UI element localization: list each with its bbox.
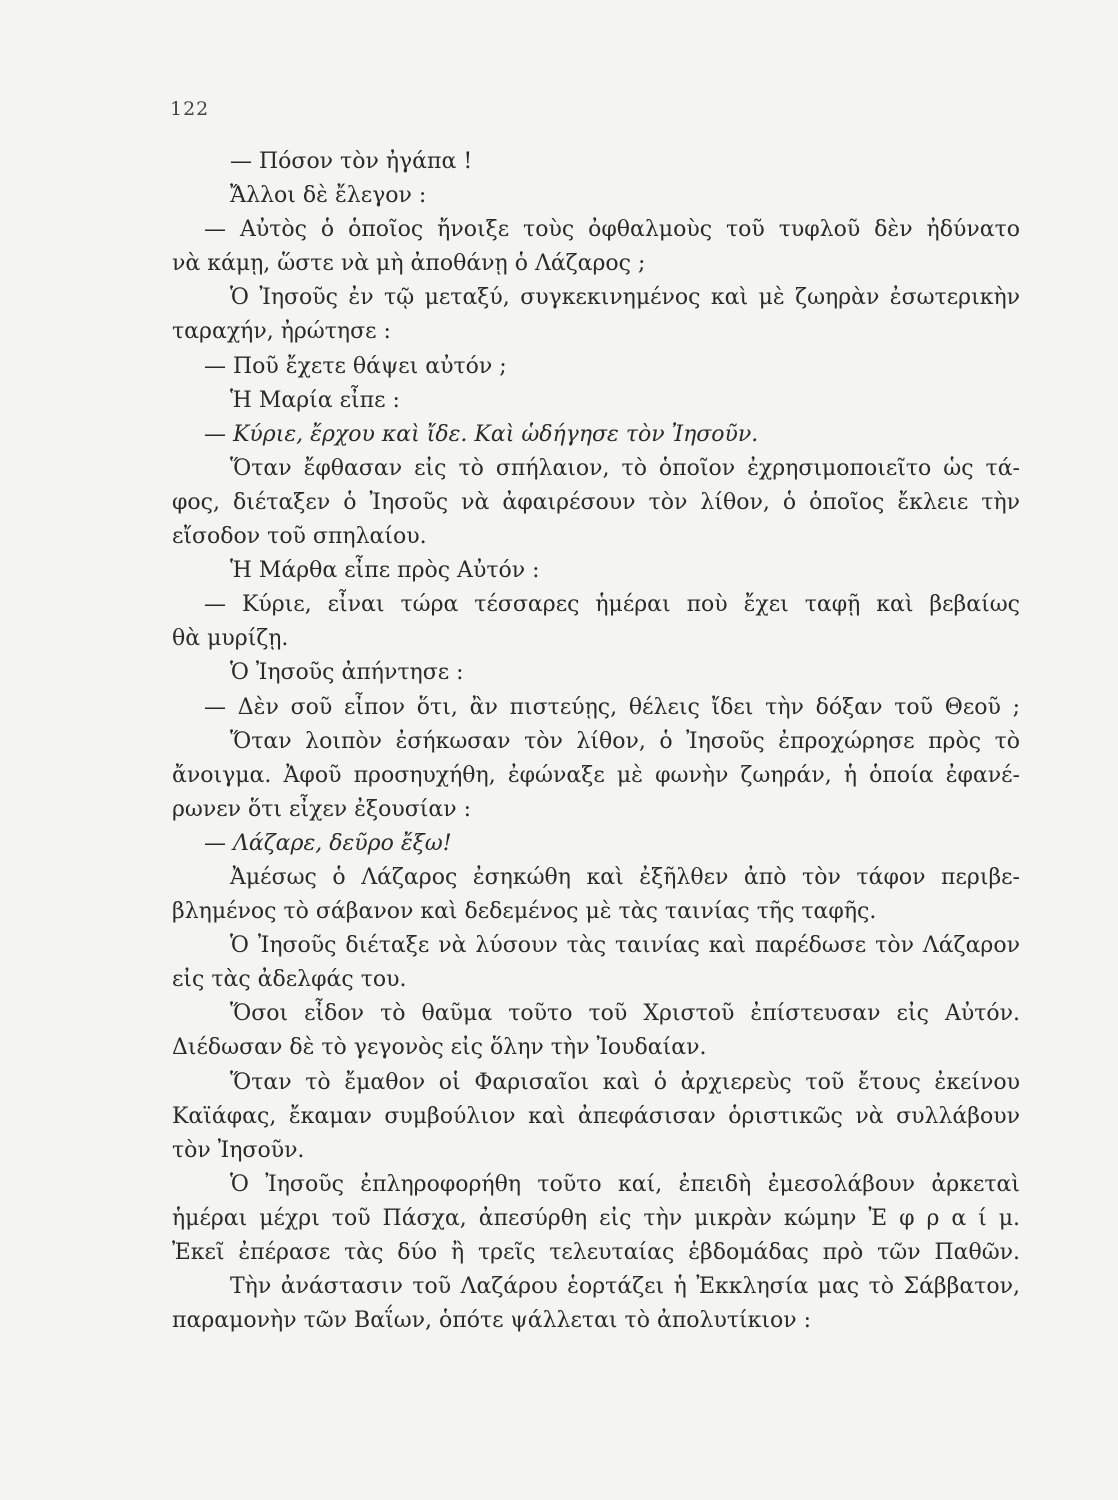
text-line: Ὅσοι εἶδον τὸ θαῦμα τοῦτο τοῦ Χριστοῦ ἐπίστευσαν εἰς Αὐτόν. xyxy=(230,1001,1020,1027)
body-text xyxy=(172,145,1020,1338)
text-line: τὸν Ἰησοῦν. xyxy=(172,1137,305,1163)
text-line: Ἡ Μάρθα εἶπε πρὸς Αὐτόν : xyxy=(230,558,540,584)
text-line: ταραχήν, ἠρώτησε : xyxy=(172,319,391,345)
text-line: Ὅταν τὸ ἔμαθον οἱ Φαρισαῖοι καὶ ὁ ἀρχιερεὺς τοῦ ἔτους ἐκείνου xyxy=(230,1069,1020,1095)
text-line: — Ποῦ ἔχετε θάψει αὐτόν ; xyxy=(204,353,507,379)
text-line: Ἐκεῖ ἐπέρασε τὰς δύο ἢ τρεῖς τελευταίας ἑβδομάδας πρὸ τῶν Παθῶν. xyxy=(172,1240,1020,1265)
text-line: Ὅταν ἔφθασαν εἰς τὸ σπήλαιον, τὸ ὁποῖον ἐχρησιμοποιεῖτο ὡς τά- xyxy=(230,455,1020,481)
text-line: — Κύριε, ἔρχου καὶ ἴδε. Καὶ ὡδήγησε τὸν Ἰησοῦν. xyxy=(204,421,759,447)
text-line: Ἀμέσως ὁ Λάζαρος ἐσηκώθη καὶ ἐξῆλθεν ἀπὸ τὸν τάφον περιβε- xyxy=(230,864,1020,890)
text-line: φος, διέταξεν ὁ Ἰησοῦς νὰ ἀφαιρέσουν τὸν λίθον, ὁ ὁποῖος ἔκλειε τὴν xyxy=(172,489,1020,515)
text-line: νὰ κάμῃ, ὥστε νὰ μὴ ἀποθάνῃ ὁ Λάζαρος ; xyxy=(172,251,646,277)
text-line: Ὁ Ἰησοῦς ἀπήντησε : xyxy=(230,660,464,686)
text-line: — Λάζαρε, δεῦρο ἔξω! xyxy=(204,830,452,856)
text-line: Ἡ Μαρία εἶπε : xyxy=(230,387,400,413)
text-line: εἴσοδον τοῦ σπηλαίου. xyxy=(172,524,427,550)
text-line: — Αὐτὸς ὁ ὁποῖος ἤνοιξε τοὺς ὀφθαλμοὺς τοῦ τυφλοῦ δὲν ἠδύνατο xyxy=(204,217,1020,243)
text-line: — Δὲν σοῦ εἶπον ὅτι, ἂν πιστεύῃς, θέλεις ἴδει τὴν δόξαν τοῦ Θεοῦ ; xyxy=(204,694,1020,720)
text-line: — Πόσον τὸν ἠγάπα ! xyxy=(230,149,473,174)
text-line: Διέδωσαν δὲ τὸ γεγονὸς εἰς ὅλην τὴν Ἰουδαίαν. xyxy=(172,1035,707,1061)
page-number: 122 xyxy=(170,98,210,120)
text-line: θὰ μυρίζῃ. xyxy=(172,626,289,652)
text-line: βλημένος τὸ σάβανον καὶ δεδεμένος μὲ τὰς ταινίας τῆς ταφῆς. xyxy=(172,899,877,925)
text-line: Τὴν ἀνάστασιν τοῦ Λαζάρου ἑορτάζει ἡ Ἐκκλησία μας τὸ Σάββατον, xyxy=(230,1274,1020,1300)
text-line: Ἄλλοι δὲ ἔλεγον : xyxy=(230,183,427,209)
text-line: ἡμέραι μέχρι τοῦ Πάσχα, ἀπεσύρθη εἰς τὴν μικρὰν κώμην Ἐ φ ρ α ί μ. xyxy=(172,1205,1020,1231)
text-line: εἰς τὰς ἀδελφάς του. xyxy=(172,967,407,993)
text-line: — Κύριε, εἶναι τώρα τέσσαρες ἡμέραι ποὺ ἔχει ταφῇ καὶ βεβαίως xyxy=(204,592,1020,618)
text-line: Ὁ Ἰησοῦς διέταξε νὰ λύσουν τὰς ταινίας καὶ παρέδωσε τὸν Λάζαρον xyxy=(230,933,1020,959)
text-line: Ὅταν λοιπὸν ἐσήκωσαν τὸν λίθον, ὁ Ἰησοῦς ἐπροχώρησε πρὸς τὸ xyxy=(230,728,1020,754)
text-line: ἄνοιγμα. Ἀφοῦ προσηυχήθη, ἐφώναξε μὲ φωνὴν ζωηράν, ἡ ὁποία ἐφανέ- xyxy=(172,762,1020,788)
text-line: Ὁ Ἰησοῦς ἐν τῷ μεταξύ, συγκεκινημένος καὶ μὲ ζωηρὰν ἐσωτερικὴν xyxy=(230,285,1020,311)
text-line: ρωνεν ὅτι εἶχεν ἐξουσίαν : xyxy=(172,796,471,822)
text-line: παραμονὴν τῶν Βαΐων, ὁπότε ψάλλεται τὸ ἀπολυτίκιον : xyxy=(172,1308,812,1334)
text-line: Ὁ Ἰησοῦς ἐπληροφορήθη τοῦτο καί, ἐπειδὴ ἐμεσολάβουν ἀρκεταὶ xyxy=(230,1171,1020,1197)
text-line: Καϊάφας, ἔκαμαν συμβούλιον καὶ ἀπεφάσισαν ὁριστικῶς νὰ συλλάβουν xyxy=(172,1103,1020,1129)
